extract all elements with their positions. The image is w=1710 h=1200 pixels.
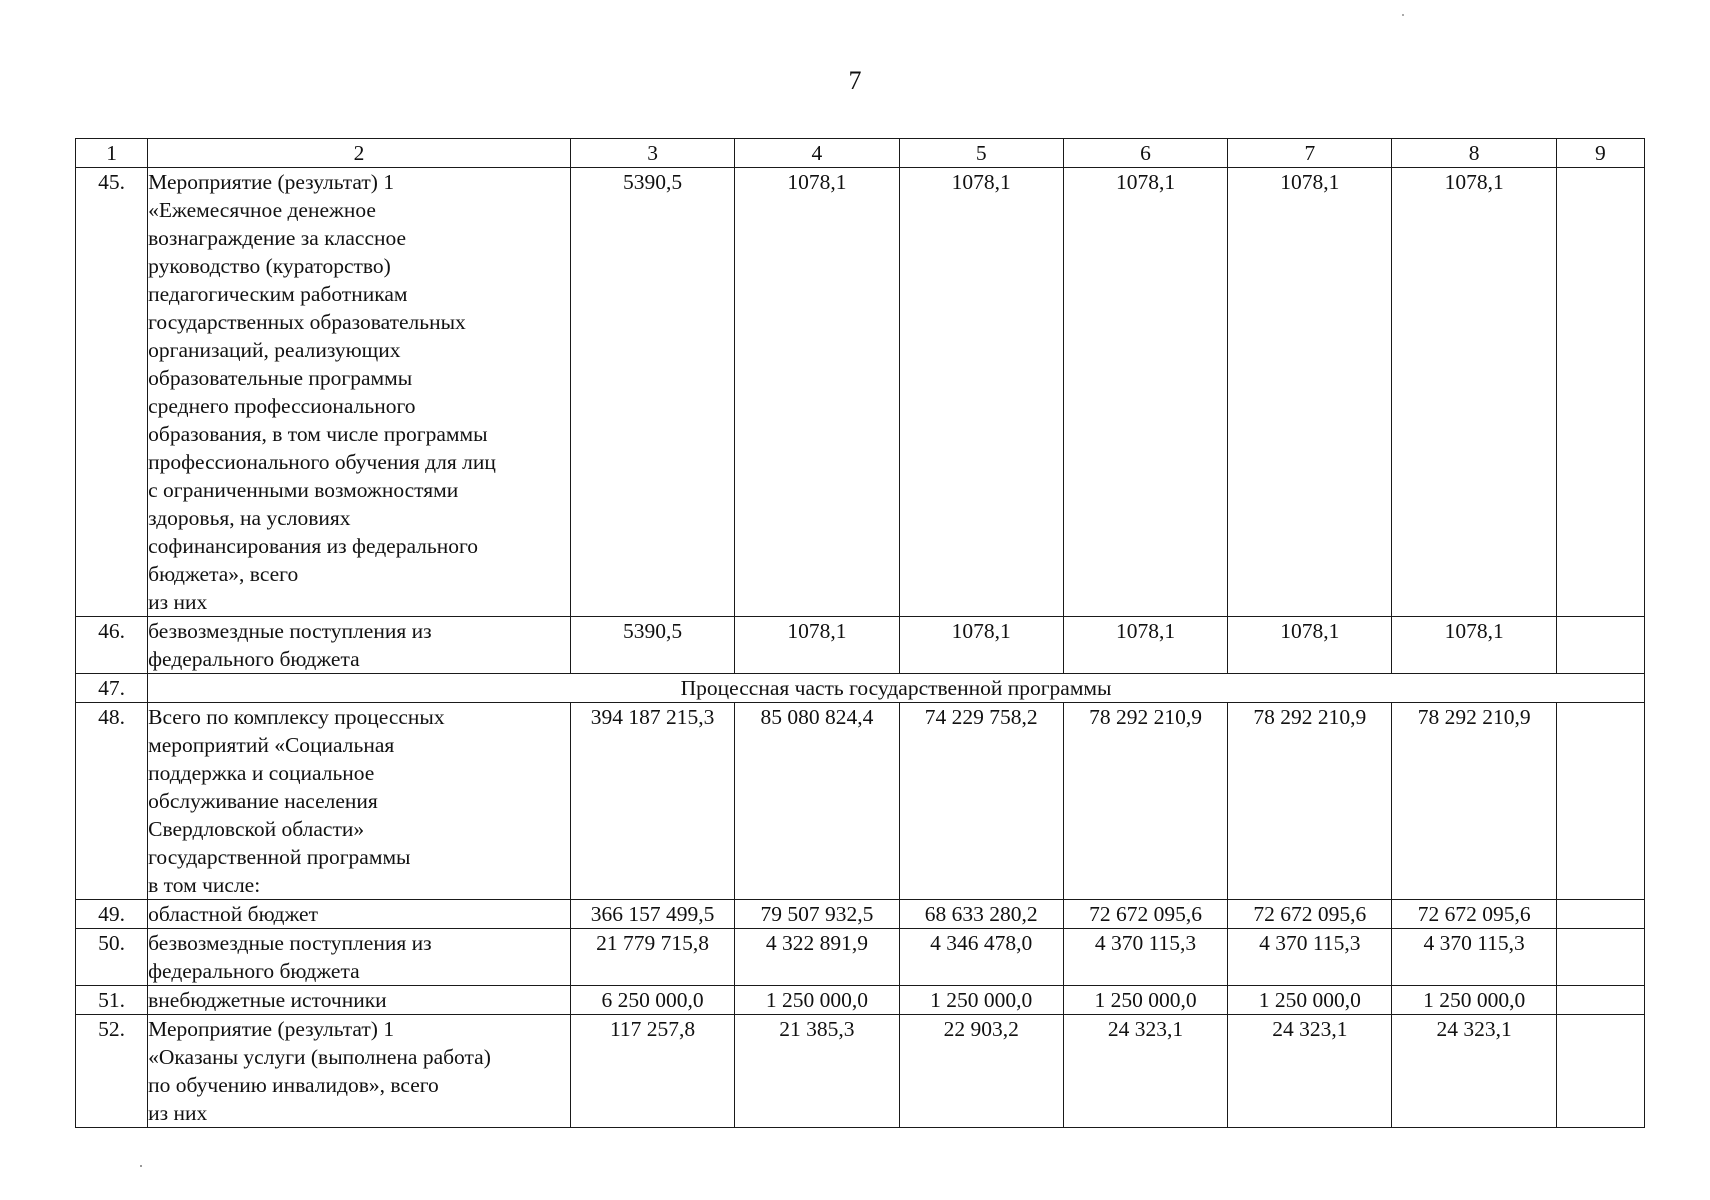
description-line: внебюджетные источники	[148, 988, 387, 1012]
description-line: Мероприятие (результат) 1	[148, 170, 395, 194]
header-cell: 9	[1556, 139, 1644, 168]
table-row	[76, 1015, 1645, 1128]
description-line: софинансирования из федерального	[148, 534, 478, 558]
description-line: государственной программы	[148, 845, 411, 869]
value-cell: 22 903,2	[899, 1015, 1063, 1128]
table-body	[76, 168, 1645, 1128]
description-line: Мероприятие (результат) 1	[148, 1017, 395, 1041]
header-cell: 6	[1063, 139, 1227, 168]
value-cell: 1078,1	[1063, 168, 1227, 617]
row-number: 49.	[76, 900, 148, 929]
value-cell	[1556, 703, 1644, 900]
value-cell: 1078,1	[735, 617, 899, 674]
row-number: 50.	[76, 929, 148, 986]
row-number: 51.	[76, 986, 148, 1015]
row-description	[148, 929, 571, 986]
value-cell: 79 507 932,5	[735, 900, 899, 929]
description-line: среднего профессионального	[148, 394, 416, 418]
table-row	[76, 900, 1645, 929]
row-number: 48.	[76, 703, 148, 900]
description-line: Свердловской области»	[148, 817, 365, 841]
value-cell: 24 323,1	[1063, 1015, 1227, 1128]
section-heading: Процессная часть государственной программы	[148, 674, 1645, 703]
description-line: федерального бюджета	[148, 959, 360, 983]
header-row	[76, 139, 1645, 168]
value-cell: 24 323,1	[1392, 1015, 1556, 1128]
description-line: руководство (кураторство)	[148, 254, 391, 278]
value-cell: 1 250 000,0	[735, 986, 899, 1015]
description-line: профессионального обучения для лиц	[148, 450, 496, 474]
description-line: бюджета», всего	[148, 562, 299, 586]
description-line: «Оказаны услуги (выполнена работа)	[148, 1045, 491, 1069]
header-cell: 4	[735, 139, 899, 168]
row-description	[148, 1015, 571, 1128]
value-cell: 1 250 000,0	[899, 986, 1063, 1015]
value-cell: 5390,5	[570, 617, 734, 674]
description-line: обслуживание населения	[148, 789, 378, 813]
value-cell: 5390,5	[570, 168, 734, 617]
row-number: 52.	[76, 1015, 148, 1128]
table-row	[76, 703, 1645, 900]
description-line: с ограниченными возможностями	[148, 478, 459, 502]
value-cell: 78 292 210,9	[1392, 703, 1556, 900]
header-cell: 1	[76, 139, 148, 168]
value-cell: 1078,1	[1063, 617, 1227, 674]
description-line: безвозмездные поступления из	[148, 931, 432, 955]
value-cell: 1078,1	[899, 168, 1063, 617]
description-line: здоровья, на условиях	[148, 506, 351, 530]
value-cell: 85 080 824,4	[735, 703, 899, 900]
description-line: мероприятий «Социальная	[148, 733, 395, 757]
description-line: организаций, реализующих	[148, 338, 401, 362]
value-cell: 4 370 115,3	[1228, 929, 1392, 986]
value-cell: 4 370 115,3	[1392, 929, 1556, 986]
table-row	[76, 617, 1645, 674]
row-description	[148, 986, 571, 1015]
header-cell: 7	[1228, 139, 1392, 168]
table-row	[76, 168, 1645, 617]
value-cell	[1556, 900, 1644, 929]
value-cell: 24 323,1	[1228, 1015, 1392, 1128]
table-row	[76, 986, 1645, 1015]
value-cell: 72 672 095,6	[1063, 900, 1227, 929]
header-cell: 3	[570, 139, 734, 168]
value-cell: 4 370 115,3	[1063, 929, 1227, 986]
row-description	[148, 617, 571, 674]
value-cell: 21 779 715,8	[570, 929, 734, 986]
value-cell: 1078,1	[1392, 168, 1556, 617]
description-line: «Ежемесячное денежное	[148, 198, 376, 222]
row-number: 47.	[76, 674, 148, 703]
description-line: образовательные программы	[148, 366, 413, 390]
description-line: Всего по комплексу процессных	[148, 705, 445, 729]
value-cell	[1556, 986, 1644, 1015]
value-cell: 4 346 478,0	[899, 929, 1063, 986]
value-cell: 1 250 000,0	[1392, 986, 1556, 1015]
row-number: 46.	[76, 617, 148, 674]
value-cell: 1078,1	[1228, 168, 1392, 617]
header-cell: 5	[899, 139, 1063, 168]
value-cell: 1078,1	[899, 617, 1063, 674]
value-cell: 72 672 095,6	[1392, 900, 1556, 929]
value-cell: 1078,1	[1392, 617, 1556, 674]
description-line: образования, в том числе программы	[148, 422, 488, 446]
scan-speck	[1402, 14, 1404, 16]
value-cell: 21 385,3	[735, 1015, 899, 1128]
table-row	[76, 674, 1645, 703]
scan-speck	[140, 1165, 142, 1167]
value-cell	[1556, 929, 1644, 986]
description-line: из них	[148, 1101, 208, 1125]
value-cell: 6 250 000,0	[570, 986, 734, 1015]
value-cell: 74 229 758,2	[899, 703, 1063, 900]
value-cell: 1078,1	[735, 168, 899, 617]
description-line: в том числе:	[148, 873, 261, 897]
table-row	[76, 929, 1645, 986]
value-cell: 78 292 210,9	[1228, 703, 1392, 900]
description-line: педагогическим работникам	[148, 282, 408, 306]
value-cell: 78 292 210,9	[1063, 703, 1227, 900]
value-cell: 68 633 280,2	[899, 900, 1063, 929]
value-cell: 394 187 215,3	[570, 703, 734, 900]
description-line: поддержка и социальное	[148, 761, 375, 785]
value-cell: 1 250 000,0	[1063, 986, 1227, 1015]
header-cell: 2	[148, 139, 571, 168]
value-cell	[1556, 168, 1644, 617]
row-description	[148, 703, 571, 900]
description-line: вознаграждение за классное	[148, 226, 407, 250]
description-line: государственных образовательных	[148, 310, 466, 334]
value-cell	[1556, 1015, 1644, 1128]
value-cell: 72 672 095,6	[1228, 900, 1392, 929]
row-number: 45.	[76, 168, 148, 617]
row-description	[148, 168, 571, 617]
page-number: 7	[848, 66, 862, 95]
value-cell: 366 157 499,5	[570, 900, 734, 929]
row-description	[148, 900, 571, 929]
value-cell: 1 250 000,0	[1228, 986, 1392, 1015]
description-line: по обучению инвалидов», всего	[148, 1073, 439, 1097]
budget-table	[75, 138, 1645, 1128]
description-line: безвозмездные поступления из	[148, 619, 432, 643]
description-line: областной бюджет	[148, 902, 318, 926]
header-cell: 8	[1392, 139, 1556, 168]
value-cell: 1078,1	[1228, 617, 1392, 674]
value-cell: 4 322 891,9	[735, 929, 899, 986]
value-cell	[1556, 617, 1644, 674]
description-line: из них	[148, 590, 208, 614]
description-line: федерального бюджета	[148, 647, 360, 671]
value-cell: 117 257,8	[570, 1015, 734, 1128]
